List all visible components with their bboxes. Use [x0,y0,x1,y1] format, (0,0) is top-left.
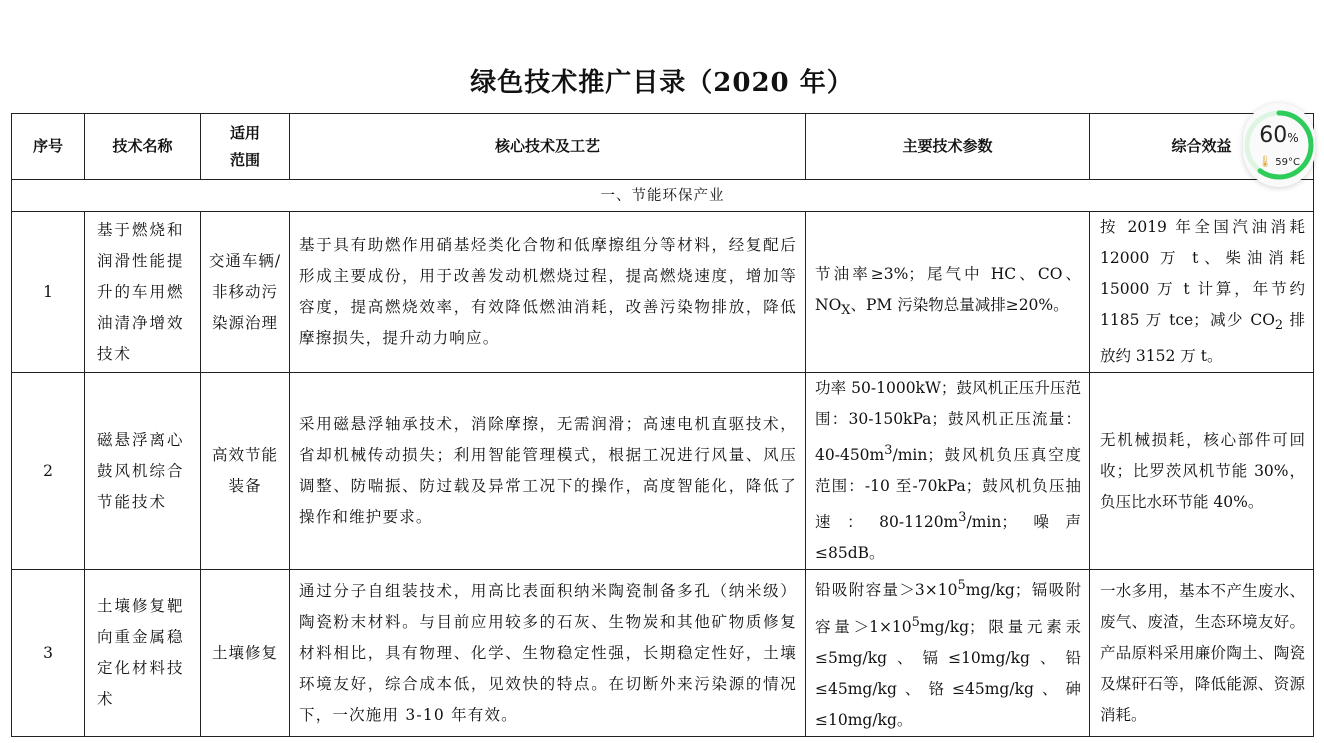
header-scope-line2: 范围 [229,150,260,169]
params-superscript: 5 [911,614,920,630]
page-title: 绿色技术推广目录（2020 年） [470,68,854,98]
params-superscript: 3 [958,510,967,526]
table-row [12,373,1314,570]
benefit-subscript: 2 [1274,318,1284,334]
row-params [806,212,1090,373]
params-superscript: 3 [884,443,893,459]
header-benefit: 综合效益 [1090,114,1314,180]
row-no: 3 [12,570,85,736]
row-core-process: 基于具有助燃作用硝基烃类化合物和低摩擦组分等材料，经复配后形成主要成份，用于改善发动机燃烧过程，提高燃烧速度，增加等容度，提高燃烧效率，有效降低燃油消耗，改善污染物排放，降低摩擦损失，提升动力响应。 [290,212,806,373]
params-superscript: 5 [957,578,966,594]
row-params [806,373,1090,570]
header-no: 序号 [12,114,85,180]
temperature-readout [1243,155,1315,168]
row-tech-name: 土壤修复靶向重金属稳定化材料技术 [85,570,201,736]
row-core-process: 采用磁悬浮轴承技术，消除摩擦，无需润滑；高速电机直驱技术，省却机械传动损失；利用智能管理模式，根据工况进行风量、风压调整、防喘振、防过载及异常工况下的操作，高度智能化，降低了操作和维护要求。 [290,373,806,570]
header-core: 核心技术及工艺 [290,114,806,180]
usage-percent [1243,123,1315,148]
benefit-text: 排放约 3152 万 t。 [1100,311,1305,366]
row-scope: 交通车辆/非移动污染源治理 [201,212,290,373]
section-title: 一、节能环保产业 [12,180,1314,212]
params-text: 铅吸附容量＞3×10 [815,581,958,600]
benefit-text: 按 2019 年全国汽油消耗 12000 万 t、柴油消耗 15000 万 t 计算，年节约 1185 万 tce；减少 CO [1100,218,1305,329]
row-no: 2 [12,373,85,570]
header-scope-line1: 适用 [229,123,260,142]
table-row [12,570,1314,736]
row-benefit: 无机械损耗，核心部件可回收；比罗茨风机节能 30%，负压比水环节能 40%。 [1090,373,1314,570]
row-tech-name: 磁悬浮离心鼓风机综合节能技术 [85,373,201,570]
system-monitor-widget[interactable] [1243,103,1315,187]
row-tech-name: 基于燃烧和润滑性能提升的车用燃油清净增效技术 [85,212,201,373]
row-scope: 高效节能装备 [201,373,290,570]
row-no: 1 [12,212,85,373]
header-params: 主要技术参数 [806,114,1090,180]
params-text: /min；鼓风机负压真空度范围：-10 至-70kPa；鼓风机负压抽速：80-1120m [815,446,1081,532]
header-name: 技术名称 [85,114,201,180]
row-benefit [1090,212,1314,373]
temperature-value: 59°C [1275,157,1300,168]
table-row [12,212,1314,373]
row-scope: 土壤修复 [201,570,290,736]
header-scope [201,114,290,180]
params-text: 节油率≥3%；尾气中 HC、CO、NO [815,264,1081,314]
section-row [12,180,1314,212]
table-header-row [12,114,1314,180]
row-core-process: 通过分子自组装技术，用高比表面积纳米陶瓷制备多孔（纳米级）陶瓷粉末材料。与目前应用较多的石灰、生物炭和其他矿物质修复材料相比，具有物理、化学、生物稳定性强，长期稳定性好，土壤环境友好，综合成本低，见效快的特点。在切断外来污染源的情况下，一次施用 3-10 年有效。 [290,570,806,736]
technology-catalog-table [11,113,1314,737]
row-params [806,570,1090,736]
usage-percent-value: 60 [1259,123,1288,148]
params-text: /min；噪声≤85dB。 [815,513,1081,563]
params-text: mg/kg；限量元素汞≤5mg/kg、镉≤10mg/kg、铅≤45mg/kg、铬≤45mg/kg、砷≤10mg/kg。 [815,617,1081,729]
params-text: 、PM 污染物总量减排≥20%。 [850,295,1069,314]
usage-percent-unit: % [1287,131,1299,145]
params-subscript: X [841,302,851,318]
thermometer-icon: 🌡 [1258,155,1273,168]
params-text: 功率 50-1000kW；鼓风机正压升压范围：30-150kPa；鼓风机正压流量：40-450m [815,379,1081,465]
params-text: mg/kg；镉吸附容量＞1×10 [815,581,1081,636]
row-benefit: 一水多用，基本不产生废水、废气、废渣，生态环境友好。产品原料采用廉价陶土、陶瓷及煤矸石等，降低能源、资源消耗。 [1090,570,1314,736]
